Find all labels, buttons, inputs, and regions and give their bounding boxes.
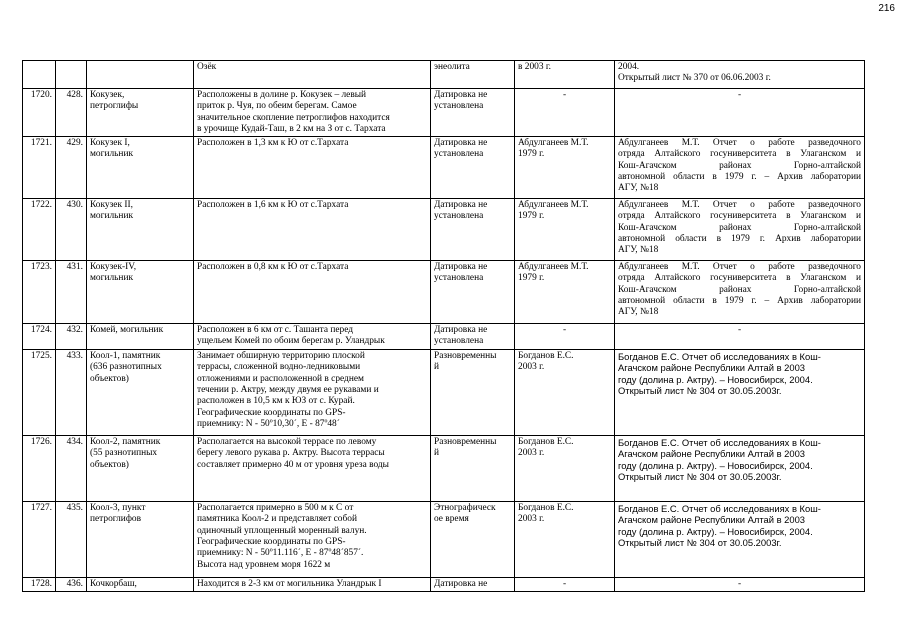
dating-cell <box>431 436 515 502</box>
monument-name-cell <box>87 261 194 324</box>
researcher-cell <box>515 61 615 89</box>
researcher-cell <box>515 502 615 578</box>
cell-text-line: Абдулганеев М.Т. <box>518 138 589 149</box>
dating-cell <box>431 324 515 350</box>
page-number: 216 <box>878 3 895 14</box>
cell-text-line: (636 разнотипных <box>90 362 162 373</box>
cell-text-line: АГУ, №18 <box>618 307 659 318</box>
dating-cell <box>431 578 515 592</box>
location-description-cell <box>194 324 431 350</box>
row-number-cell <box>23 61 56 89</box>
cell-text-line: установлена <box>434 101 484 112</box>
cell-text-line: АГУ, №18 <box>618 183 659 194</box>
dating-cell <box>431 89 515 137</box>
cell-text-line: Кокузек II, <box>90 200 133 211</box>
table-row <box>23 350 865 436</box>
cell-text-line: Абдулганеев М.Т. <box>518 200 589 211</box>
dating-cell <box>431 261 515 324</box>
cell-text-line: - <box>562 90 567 100</box>
cell-text-line: в урочище Кудай-Таш, в 2 км на З от с. Тархата <box>197 123 386 134</box>
cell-text-line: Занимает обширную территорию плоской <box>197 351 365 362</box>
table-row <box>23 261 865 324</box>
passport-number-cell: 431. <box>56 261 87 324</box>
cell-text-line: установлена <box>434 211 484 222</box>
passport-number-cell: 434. <box>56 436 87 502</box>
cell-text-line: энеолита <box>434 62 470 72</box>
reference-cell <box>615 324 865 350</box>
dating-cell <box>431 502 515 578</box>
cell-text-line: Коол-3, пункт <box>90 503 146 514</box>
cell-text-line: могильник <box>90 149 134 160</box>
cell-text-line: отряда Алтайского госуниверситета в Улаганском и <box>618 273 861 284</box>
row-number-cell: 1720. <box>23 89 56 137</box>
cell-text-line: автономной области в 1979 г. – Архив лаборатории <box>618 172 861 183</box>
cell-text-line: памятника Коол-2 и представляет собой <box>197 514 357 525</box>
cell-text-line: Открытый лист № 304 от 30.05.2003г. <box>618 385 782 397</box>
location-description-cell <box>194 261 431 324</box>
cell-text-line: Абдулганеев М.Т. Отчет о работе разведочного <box>618 262 861 273</box>
passport-number-cell: 429. <box>56 137 87 199</box>
cell-text-line: Кокузек I, <box>90 138 130 149</box>
cell-text-line: 2003 г. <box>518 514 545 525</box>
cell-text-line: Расположен в 1,6 км к Ю от с.Тархата <box>197 200 349 211</box>
cell-text-line: Абдулганеев М.Т. <box>518 262 589 273</box>
cell-text-line: Кокузек-IV, <box>90 262 137 273</box>
location-description-cell <box>194 502 431 578</box>
cell-text-line: установлена <box>434 273 484 284</box>
cell-text-line: Располагается примерно в 500 м к С от <box>197 503 354 514</box>
cell-text-line: петроглифов <box>90 514 142 525</box>
cell-text-line: АГУ, №18 <box>618 245 659 256</box>
row-number-cell: 1728. <box>23 578 56 592</box>
table-row <box>23 502 865 578</box>
cell-text-line: Комей, могильник <box>90 325 164 336</box>
cell-text-line: Агачском районе Республики Алтай в 2003 <box>618 362 806 374</box>
cell-text-line: Абдулганеев М.Т. Отчет о работе разведочного <box>618 200 861 211</box>
cell-text-line: - <box>562 579 567 590</box>
cell-text-line: петроглифы <box>90 101 139 112</box>
cell-text-line: 2003 г. <box>518 448 545 459</box>
cell-text-line: Расположены в долине р. Кокузек – левый <box>197 90 367 100</box>
cell-text-line: установлена <box>434 149 484 160</box>
cell-text-line: Открытый лист № 304 от 30.05.2003г. <box>618 471 782 483</box>
cell-text-line: Датировка не <box>434 579 488 590</box>
passport-number-cell: 436. <box>56 578 87 592</box>
cell-text-line: приемнику: N - 50º11.116´, E - 87º48´857´. <box>197 548 364 559</box>
cell-text-line: могильник <box>90 211 134 222</box>
table-row <box>23 199 865 261</box>
cell-text-line: Датировка не <box>434 325 488 336</box>
cell-text-line: Разновременны <box>434 351 497 362</box>
cell-text-line: Кош-Агачском районах Горно-алтайской <box>618 160 861 171</box>
researcher-cell <box>515 350 615 436</box>
reference-cell <box>615 502 865 578</box>
cell-text-line: отряда Алтайского госуниверситета в Улаганском и <box>618 211 861 222</box>
researcher-cell <box>515 578 615 592</box>
researcher-cell <box>515 436 615 502</box>
cell-text-line: в 2003 г. <box>518 62 551 72</box>
location-description-cell <box>194 137 431 199</box>
dating-cell <box>431 199 515 261</box>
reference-cell <box>615 578 865 592</box>
cell-text-line: ущельем Комей по обоим берегам р. Уландрык <box>197 336 385 347</box>
table-row <box>23 324 865 350</box>
monument-name-cell <box>87 502 194 578</box>
cell-text-line: Географические координаты по GPS- <box>197 407 346 418</box>
cell-text-line: Датировка не <box>434 90 488 100</box>
reference-cell <box>615 350 865 436</box>
researcher-cell <box>515 199 615 261</box>
cell-text-line: Датировка не <box>434 138 488 149</box>
researcher-cell <box>515 324 615 350</box>
passport-number-cell: 432. <box>56 324 87 350</box>
table-row <box>23 61 865 89</box>
cell-text-line: значительное скопление петроглифов находится <box>197 112 390 123</box>
cell-text-line: составляет примерно 40 м от уровня уреза воды <box>197 459 389 470</box>
cell-text-line: Разновременны <box>434 437 497 448</box>
row-number-cell: 1727. <box>23 502 56 578</box>
cell-text-line: - <box>737 325 742 336</box>
location-description-cell <box>194 199 431 261</box>
passport-number-cell: 433. <box>56 350 87 436</box>
cell-text-line: Датировка не <box>434 200 488 211</box>
cell-text-line: расположен в 10,5 км к ЮЗ от с. Курай. <box>197 396 355 407</box>
cell-text-line: Кокузек, <box>90 90 125 100</box>
cell-text-line: течении р. Актру, между двумя ее рукавами и <box>197 385 379 396</box>
cell-text-line: отложениями и расположенной в среднем <box>197 373 364 384</box>
row-number-cell: 1723. <box>23 261 56 324</box>
table-body <box>23 61 865 592</box>
reference-cell <box>615 137 865 199</box>
cell-text-line: автономной области в 1979 г. Архив лаборатории <box>618 234 861 245</box>
row-number-cell: 1726. <box>23 436 56 502</box>
location-description-cell <box>194 578 431 592</box>
row-number-cell: 1725. <box>23 350 56 436</box>
monument-name-cell <box>87 436 194 502</box>
cell-text-line: Открытый лист № 370 от 06.06.2003 г. <box>618 73 771 84</box>
cell-text-line: Располагается на высокой террасе по левому <box>197 437 377 448</box>
reference-cell <box>615 199 865 261</box>
cell-text-line: году (долина р. Актру). – Новосибирск, 2004. <box>618 459 813 471</box>
cell-text-line: Богданов Е.С. <box>518 351 574 362</box>
row-number-cell: 1722. <box>23 199 56 261</box>
cell-text-line: (55 разнотипных <box>90 448 158 459</box>
researcher-cell <box>515 261 615 324</box>
cell-text-line: отряда Алтайского госуниверситета в Улаганском и <box>618 149 861 160</box>
cell-text-line: Открытый лист № 304 от 30.05.2003г. <box>618 537 782 549</box>
monuments-table <box>22 60 865 592</box>
cell-text-line: объектов) <box>90 373 129 384</box>
cell-text-line: году (долина р. Актру). – Новосибирск, 2004. <box>618 525 813 537</box>
table-row <box>23 137 865 199</box>
cell-text-line: Расположен в 1,3 км к Ю от с.Тархата <box>197 138 349 149</box>
cell-text-line: Этнографическ <box>434 503 496 514</box>
dating-cell <box>431 137 515 199</box>
cell-text-line: приемнику: N - 50º10,30´, E - 87º48´ <box>197 418 340 429</box>
cell-text-line: Датировка не <box>434 262 488 273</box>
table-row <box>23 436 865 502</box>
reference-cell <box>615 89 865 137</box>
cell-text-line: й <box>434 448 440 459</box>
cell-text-line: могильник <box>90 273 134 284</box>
dating-cell <box>431 350 515 436</box>
reference-cell <box>615 61 865 89</box>
cell-text-line: Коол-1, памятник <box>90 351 161 362</box>
cell-text-line: Географические координаты по GPS- <box>197 537 346 548</box>
location-description-cell <box>194 61 431 89</box>
cell-text-line: приток р. Чуя, по обеим берегам. Самое <box>197 101 357 112</box>
cell-text-line: - <box>737 90 742 100</box>
row-number-cell: 1724. <box>23 324 56 350</box>
monument-name-cell <box>87 61 194 89</box>
monument-name-cell <box>87 578 194 592</box>
researcher-cell <box>515 89 615 137</box>
cell-text-line: террасы, сложенной водно-ледниковыми <box>197 362 361 373</box>
cell-text-line: Высота над уровнем моря 1622 м <box>197 559 331 570</box>
cell-text-line: установлена <box>434 336 484 347</box>
cell-text-line: 1979 г. <box>518 211 545 222</box>
monument-name-cell <box>87 324 194 350</box>
cell-text-line: Богданов Е.С. Отчет об исследованиях в Кош- <box>618 437 821 449</box>
cell-text-line: Богданов Е.С. Отчет об исследованиях в Кош- <box>618 351 821 363</box>
cell-text-line: Кочкорбаш, <box>90 579 137 590</box>
cell-text-line: Находится в 2-3 км от могильника Уландрык I <box>197 579 382 590</box>
location-description-cell <box>194 89 431 137</box>
cell-text-line: й <box>434 362 440 373</box>
cell-text-line: одиночный уплощенный моренный валун. <box>197 525 367 536</box>
cell-text-line: - <box>737 579 742 590</box>
reference-cell <box>615 436 865 502</box>
monument-name-cell <box>87 199 194 261</box>
passport-number-cell: 435. <box>56 502 87 578</box>
cell-text-line: ое время <box>434 514 469 525</box>
dating-cell <box>431 61 515 89</box>
cell-text-line: Абдулганеев М.Т. Отчет о работе разведочного <box>618 138 861 149</box>
cell-text-line: Коол-2, памятник <box>90 437 161 448</box>
researcher-cell <box>515 137 615 199</box>
location-description-cell <box>194 436 431 502</box>
cell-text-line: Агачском районе Республики Алтай в 2003 <box>618 448 806 460</box>
cell-text-line: Кош-Агачском районах Горно-алтайской <box>618 284 861 295</box>
cell-text-line: - <box>562 325 567 336</box>
passport-number-cell: 428. <box>56 89 87 137</box>
cell-text-line: 1979 г. <box>518 273 545 284</box>
location-description-cell <box>194 350 431 436</box>
row-number-cell: 1721. <box>23 137 56 199</box>
cell-text-line: Расположен в 6 км от с. Ташанта перед <box>197 325 354 336</box>
table-row <box>23 89 865 137</box>
monument-name-cell <box>87 350 194 436</box>
cell-text-line: объектов) <box>90 459 129 470</box>
cell-text-line: 2003 г. <box>518 362 545 373</box>
passport-number-cell: 430. <box>56 199 87 261</box>
cell-text-line: автономной области в 1979 г. – Архив лаборатории <box>618 296 861 307</box>
cell-text-line: Богданов Е.С. <box>518 503 574 514</box>
reference-cell <box>615 261 865 324</box>
table-row <box>23 578 865 592</box>
cell-text-line: 1979 г. <box>518 149 545 160</box>
cell-text-line: 2004. <box>618 62 640 72</box>
cell-text-line: году (долина р. Актру). – Новосибирск, 2004. <box>618 373 813 385</box>
cell-text-line: Расположен в 0,8 км к Ю от с.Тархата <box>197 262 349 273</box>
cell-text-line: Кош-Агачском районах Горно-алтайской <box>618 222 861 233</box>
monument-name-cell <box>87 89 194 137</box>
monument-name-cell <box>87 137 194 199</box>
cell-text-line: берегу левого рукава р. Актру. Высота террасы <box>197 448 385 459</box>
cell-text-line: Богданов Е.С. <box>518 437 574 448</box>
cell-text-line: Агачском районе Республики Алтай в 2003 <box>618 514 806 526</box>
passport-number-cell <box>56 61 87 89</box>
cell-text-line: Богданов Е.С. Отчет об исследованиях в Кош- <box>618 503 821 515</box>
cell-text-line: Озёк <box>197 62 217 72</box>
